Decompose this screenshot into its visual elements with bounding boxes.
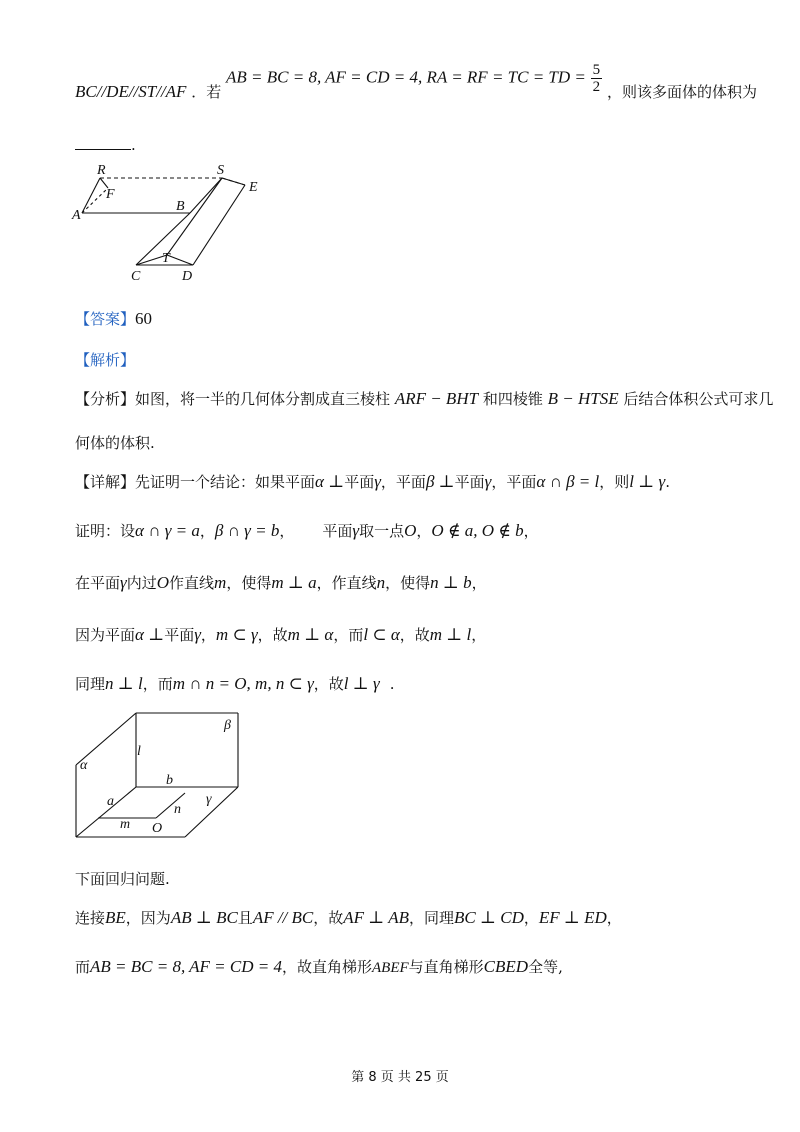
label-a: a (107, 794, 114, 809)
l5-b: ，因为 (125, 909, 171, 927)
return-line (75, 868, 170, 889)
answer-line (75, 308, 152, 329)
l6-b: ，故直角梯形 (281, 958, 372, 976)
fraction-denominator: 2 (592, 79, 601, 95)
detail-text-4: 平面 (454, 473, 485, 491)
label-A: A (72, 208, 81, 223)
detail-text-5: ，平面 (491, 473, 537, 491)
label-l: l (137, 744, 141, 759)
l6-m1: AB = BC = 8, AF = CD = 4 (90, 957, 282, 976)
proof-2-m4: m ⊥ a (271, 573, 317, 592)
proof-4-d: . (389, 675, 395, 693)
proof-line-4 (75, 673, 395, 694)
answer-value: 60 (135, 309, 153, 328)
proof-3-m3: m ⊂ γ (215, 625, 258, 644)
proof-2-m1: γ (120, 573, 127, 592)
detail-text-1: 先证明一个结论：如果平面 (135, 473, 316, 491)
jiexi-tag: 【解析】 (75, 351, 136, 369)
proof-4-a: 同理 (75, 675, 106, 693)
detail-text-7: . (665, 473, 670, 491)
proof-1-c: ， (279, 522, 295, 540)
proof-2-m6: n ⊥ b (430, 573, 472, 592)
proof-1-m4: O (404, 521, 417, 540)
label-C: C (131, 269, 141, 284)
proof-1-e: 取一点 (359, 522, 405, 540)
analysis-text-2: 和四棱锥 (482, 390, 543, 408)
label-B: B (176, 199, 185, 214)
l6-a: 而 (75, 958, 91, 976)
parallel-relation: BC//DE//ST//AF (75, 81, 187, 101)
label-D: D (182, 269, 193, 284)
question-text: ，则该多面体的体积为 (606, 82, 757, 101)
detail-line (75, 471, 670, 492)
analysis-tag: 【分析】 (75, 390, 136, 408)
pyramid-name: B − HTSE (547, 389, 619, 408)
planes-figure (70, 705, 250, 845)
label-beta: β (224, 718, 231, 733)
label-m: m (120, 817, 131, 832)
analysis-line-2-text: 何体的体积. (75, 434, 155, 452)
proof-4-m3: l ⊥ γ (343, 674, 380, 693)
l5-m3: AF // BC (252, 908, 314, 927)
proof-3-e: ，而 (333, 626, 364, 644)
proof-1-m2: β ∩ γ = b (214, 521, 280, 540)
proof-2-e: ，作直线 (316, 574, 377, 592)
proof-2-b: 内过 (126, 574, 157, 592)
l5-m6: EF ⊥ ED (538, 908, 607, 927)
proof-line-2 (75, 572, 487, 593)
proof-1-m5: O ∉ a, O ∉ b (431, 521, 524, 540)
proof-line-3 (75, 624, 486, 645)
proof-3-b: 平面 (164, 626, 195, 644)
answer-tag: 【答案】 (75, 310, 136, 328)
l5-m5: BC ⊥ CD (454, 908, 524, 927)
proof-4-m1: n ⊥ l (105, 674, 143, 693)
label-O: O (152, 821, 163, 836)
analysis-line-1 (75, 388, 773, 409)
detail-tag: 【详解】 (75, 473, 136, 491)
l5-m2: AB ⊥ BC (170, 908, 238, 927)
fraction-numerator: 5 (592, 62, 601, 78)
proof-1-m3: γ (352, 521, 360, 540)
analysis-line-2 (75, 432, 155, 453)
l6-m3: CBED (483, 957, 529, 976)
proof-3-m5: l ⊂ α (363, 625, 400, 644)
l5-a: 连接 (75, 909, 106, 927)
proof-2-c: 作直线 (169, 574, 215, 592)
label-T: T (162, 251, 170, 266)
fraction-five-halves (591, 62, 603, 95)
l5-c: 且 (237, 909, 253, 927)
detail-math-5: α ∩ β = l (536, 472, 600, 491)
prism-name: ARF − BHT (394, 389, 479, 408)
proof-1-g: ， (523, 522, 539, 540)
analysis-text-1: 如图，将一半的几何体分割成直三棱柱 (135, 390, 391, 408)
return-text: 下面回归问题. (75, 870, 170, 888)
l6-c: 与直角梯形 (408, 958, 484, 976)
proof-3-f: ，故 (399, 626, 430, 644)
proof-2-m5: n (376, 573, 386, 592)
detail-math-3: β ⊥ (425, 472, 455, 491)
l5-d: ，故 (313, 909, 344, 927)
proof-2-g: ， (471, 574, 487, 592)
proof-2-m2: O (156, 573, 170, 592)
proof-3-m2: γ (194, 625, 201, 644)
page-footer: 第 8 页 共 25 页 (351, 1070, 449, 1085)
label-n: n (174, 802, 181, 817)
detail-math-1: α ⊥ (315, 472, 345, 491)
proof-3-a: 因为平面 (75, 626, 136, 644)
label-S: S (217, 163, 224, 178)
label-R: R (97, 163, 106, 178)
l6-m2: ABEF (372, 960, 409, 976)
proof-1-d: 平面 (322, 522, 353, 540)
analysis-text-3: 后结合体积公式可求几 (623, 390, 774, 408)
proof-3-c: ， (200, 626, 216, 644)
detail-math-6: l ⊥ γ (629, 472, 666, 491)
label-F: F (106, 187, 115, 202)
l6-d: 全等, (528, 958, 563, 976)
label-E: E (249, 180, 258, 195)
blank-period: . (131, 136, 136, 154)
analysis-heading (75, 349, 135, 370)
congruent-line (75, 956, 563, 977)
detail-text-6: ，则 (599, 473, 630, 491)
polyhedron-figure (70, 160, 280, 285)
proof-3-m1: α ⊥ (135, 625, 165, 644)
l5-g: ， (606, 909, 622, 927)
label-alpha: α (80, 758, 88, 773)
detail-text-2: 平面 (344, 473, 375, 491)
proof-2-f: ，使得 (385, 574, 431, 592)
answer-blank (75, 135, 131, 150)
proof-2-m3: m (214, 573, 227, 592)
proof-1-m1: α ∩ γ = a (135, 521, 200, 540)
lengths-formula: AB = BC = 8, AF = CD = 4, RA = RF = TC = TD = (226, 67, 586, 87)
l5-e: ，同理 (409, 909, 455, 927)
proof-4-c: ，故 (313, 675, 344, 693)
proof-2-a: 在平面 (75, 574, 121, 592)
proof-3-m6: m ⊥ l (429, 625, 472, 644)
proof-1-f: ， (416, 522, 432, 540)
proof-3-g: ， (471, 626, 487, 644)
proof-4-b: ，而 (142, 675, 173, 693)
connect-line (75, 907, 622, 928)
l5-m1: BE (105, 908, 126, 927)
label-b: b (166, 773, 173, 788)
proof-2-d: ，使得 (226, 574, 272, 592)
detail-text-3: ，平面 (380, 473, 426, 491)
answer-blank-line (75, 135, 136, 154)
detail-math-2: γ (374, 472, 381, 491)
problem-statement-line (75, 62, 757, 101)
proof-4-m2: m ∩ n = O, m, n ⊂ γ (172, 674, 314, 693)
label-gamma: γ (206, 792, 212, 807)
proof-1-b: ， (199, 522, 215, 540)
proof-line-1 (75, 520, 539, 541)
detail-math-4: γ (484, 472, 492, 491)
proof-1-a: 证明：设 (75, 522, 136, 540)
ruo-text: ．若 (191, 82, 222, 101)
proof-3-m4: m ⊥ α (287, 625, 334, 644)
l5-m4: AF ⊥ AB (343, 908, 409, 927)
l5-f: ， (523, 909, 539, 927)
proof-3-d: ，故 (257, 626, 288, 644)
